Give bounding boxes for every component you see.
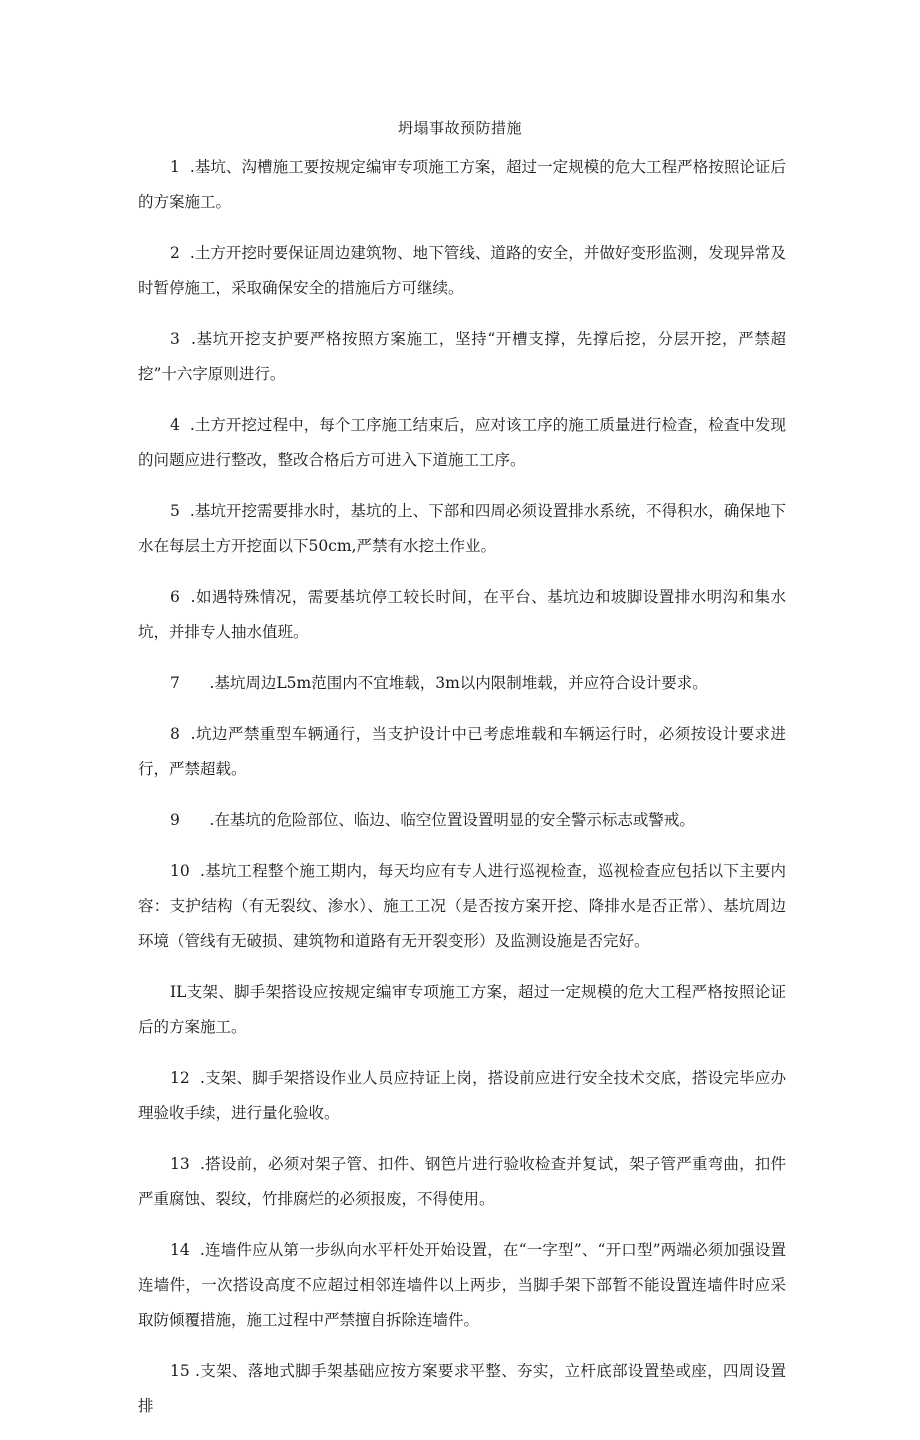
- paragraph-10: 10 .基坑工程整个施工期内，每天均应有专人进行巡视检查，巡视检查应包括以下主要内容：支护结构（有无裂纹、渗水）、施工工况（是否按方案开挖、降排水是否正常）、基坑周边环境（管线有无破损、建筑物和道路有无开裂变形）及监测设施是否完好。: [138, 862, 786, 950]
- paragraph-8: 8 .坑边严禁重型车辆通行，当支护设计中已考虑堆载和车辆运行时，必须按设计要求进行，严禁超载。: [138, 725, 786, 778]
- paragraph-7: 7 .基坑周边L5m范围内不宜堆载，3m以内限制堆载，并应符合设计要求。: [170, 674, 708, 692]
- paragraph-12: 12 .支架、脚手架搭设作业人员应持证上岗，搭设前应进行安全技术交底，搭设完毕应办理验收手续，进行量化验收。: [138, 1069, 786, 1122]
- paragraph-1: 1 .基坑、沟槽施工要按规定编审专项施工方案，超过一定规模的危大工程严格按照论证后的方案施工。: [138, 158, 786, 211]
- paragraph-9: 9 .在基坑的危险部位、临边、临空位置设置明显的安全警示标志或警戒。: [170, 811, 695, 829]
- paragraph-5: 5 .基坑开挖需要排水时，基坑的上、下部和四周必须设置排水系统，不得积水，确保地下水在每层土方开挖面以下50cm,严禁有水挖土作业。: [138, 502, 786, 555]
- document-body: [138, 150, 786, 1440]
- paragraph-3: 3 .基坑开挖支护要严格按照方案施工，坚持“开槽支撑，先撑后挖，分层开挖，严禁超挖”十六字原则进行。: [138, 330, 786, 383]
- paragraph-13: 13 .搭设前，必须对架子管、扣件、钢笆片进行验收检查并复试，架子管严重弯曲，扣件严重腐蚀、裂纹，竹排腐烂的必须报废，不得使用。: [138, 1155, 786, 1208]
- paragraph-15: 15 .支架、落地式脚手架基础应按方案要求平整、夯实，立杆底部设置垫或座，四周设置排: [138, 1362, 786, 1415]
- paragraph-6: 6 .如遇特殊情况，需要基坑停工较长时间，在平台、基坑边和坡脚设置排水明沟和集水坑，并排专人抽水值班。: [138, 588, 786, 641]
- paragraph-4: 4 .土方开挖过程中，每个工序施工结束后，应对该工序的施工质量进行检查，检查中发现的问题应进行整改，整改合格后方可进入下道施工工序。: [138, 416, 786, 469]
- document-title: 坍塌事故预防措施: [397, 119, 522, 137]
- paragraph-2: 2 .土方开挖时要保证周边建筑物、地下管线、道路的安全，并做好变形监测，发现异常及时暂停施工，采取确保安全的措施后方可继续。: [138, 244, 786, 297]
- paragraph-14: 14 .连墙件应从第一步纵向水平杆处开始设置，在“一字型”、“开口型”两端必须加强设置连墙件，一次搭设高度不应超过相邻连墙件以上两步，当脚手架下部暂不能设置连墙件时应采取防倾覆措施，施工过程中严禁擅自拆除连墙件。: [138, 1241, 786, 1329]
- paragraph-11: IL支架、脚手架搭设应按规定编审专项施工方案，超过一定规模的危大工程严格按照论证后的方案施工。: [138, 983, 786, 1036]
